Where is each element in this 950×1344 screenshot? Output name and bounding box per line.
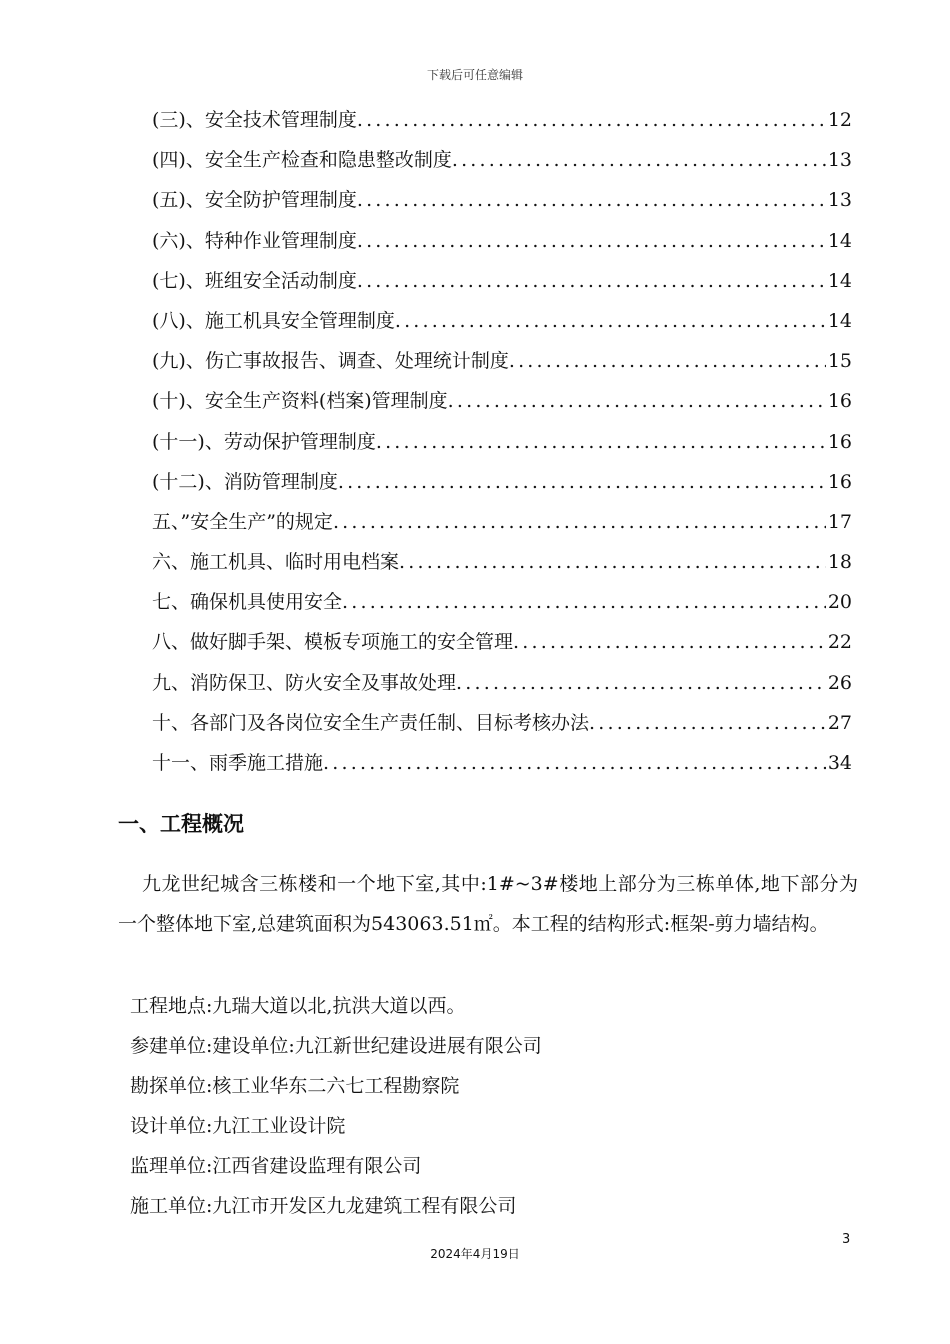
page-footer-date: 2024年4月19日 <box>430 1247 520 1261</box>
toc-entry-title: (十二)、消防管理制度 <box>152 470 338 493</box>
page-number: 3 <box>842 1232 851 1247</box>
toc-entry-page: 16 <box>827 470 852 493</box>
toc-entry[interactable] <box>152 225 852 265</box>
toc-leader-dots <box>342 586 826 618</box>
toc-leader-dots <box>376 426 826 458</box>
toc-leader-dots <box>399 546 826 578</box>
toc-entry-title: (七)、班组安全活动制度 <box>152 269 357 292</box>
toc-entry[interactable] <box>152 184 852 224</box>
toc-entry[interactable] <box>152 586 852 626</box>
toc-entry[interactable] <box>152 466 852 506</box>
section-heading: 一、工程概况 <box>118 812 244 836</box>
overview-paragraph: 九龙世纪城含三栋楼和一个地下室,其中:1#~3#楼地上部分为三栋单体,地下部分为一个整体地下室,总建筑面积为543063.51㎡。本工程的结构形式:框架-剪力墙结构。 <box>118 873 858 935</box>
toc-entry[interactable] <box>152 385 852 425</box>
toc-entry-page: 17 <box>827 510 852 533</box>
toc-entry-page: 13 <box>827 189 852 212</box>
toc-entry-title: (十)、安全生产资料(档案)管理制度 <box>152 390 448 413</box>
toc-entry-title: 十一、雨季施工措施 <box>152 752 324 774</box>
toc-entry[interactable] <box>152 626 852 666</box>
toc-leader-dots <box>357 225 826 257</box>
toc-leader-dots <box>357 104 826 136</box>
toc-entry-title: 七、确保机具使用安全 <box>152 591 343 614</box>
toc-entry-page: 18 <box>827 551 852 574</box>
toc-entry[interactable] <box>152 707 852 747</box>
toc-entry-page: 12 <box>827 109 852 131</box>
toc-leader-dots <box>589 707 826 739</box>
info-line-construction: 施工单位:九江市开发区九龙建筑工程有限公司 <box>130 1195 517 1217</box>
toc-entry[interactable] <box>152 747 852 787</box>
toc-entry-page: 14 <box>827 269 852 292</box>
toc-entry-page: 20 <box>827 591 852 614</box>
toc-leader-dots <box>513 626 826 658</box>
toc-entry[interactable] <box>152 265 852 305</box>
toc-entry-page: 22 <box>827 631 852 654</box>
toc-entry-page: 26 <box>827 671 852 694</box>
toc-entry-page: 15 <box>827 350 852 373</box>
toc-leader-dots <box>452 144 826 176</box>
toc-entry-title: 九、消防保卫、防火安全及事故处理 <box>152 671 457 694</box>
page-header: 下载后可任意编辑 <box>426 68 523 82</box>
toc-entry[interactable] <box>152 305 852 345</box>
toc-leader-dots <box>456 667 826 699</box>
toc-entry[interactable] <box>152 546 852 586</box>
info-line-location: 工程地点:九瑞大道以北,抗洪大道以西。 <box>130 995 466 1017</box>
toc-entry[interactable] <box>152 104 852 144</box>
table-of-contents <box>152 104 852 787</box>
toc-entry-title: 八、做好脚手架、模板专项施工的安全管理 <box>152 631 514 654</box>
toc-entry-title: 六、施工机具、临时用电档案 <box>152 551 400 574</box>
toc-entry-page: 27 <box>827 711 852 734</box>
toc-entry[interactable] <box>152 506 852 546</box>
info-line-supervision: 监理单位:江西省建设监理有限公司 <box>130 1155 422 1177</box>
toc-entry-title: 十、各部门及各岗位安全生产责任制、目标考核办法 <box>152 711 590 734</box>
toc-entry[interactable] <box>152 345 852 385</box>
toc-entry-title: (四)、安全生产检查和隐患整改制度 <box>152 149 452 172</box>
info-line-survey: 勘探单位:核工业华东二六七工程勘察院 <box>130 1075 460 1097</box>
toc-leader-dots <box>448 385 826 417</box>
toc-leader-dots <box>333 506 826 538</box>
toc-entry-page: 14 <box>827 229 852 252</box>
toc-entry-title: (九)、伤亡事故报告、调查、处理统计制度 <box>152 350 509 373</box>
toc-entry-page: 16 <box>827 430 852 453</box>
toc-entry-page: 16 <box>827 390 852 413</box>
info-line-design: 设计单位:九江工业设计院 <box>130 1115 346 1137</box>
toc-entry-title: (五)、安全防护管理制度 <box>152 189 357 212</box>
toc-entry-page: 34 <box>827 752 852 774</box>
toc-leader-dots <box>338 466 826 498</box>
toc-entry[interactable] <box>152 667 852 707</box>
toc-entry-title: (三)、安全技术管理制度 <box>152 109 357 131</box>
toc-entry[interactable] <box>152 426 852 466</box>
toc-leader-dots <box>357 184 826 216</box>
toc-entry-page: 13 <box>827 149 852 172</box>
toc-leader-dots <box>509 345 826 377</box>
toc-entry-title: (十一)、劳动保护管理制度 <box>152 430 376 453</box>
toc-entry-page: 14 <box>827 309 852 332</box>
toc-entry-title: 五、”安全生产”的规定 <box>152 510 333 533</box>
toc-leader-dots <box>323 747 826 779</box>
toc-entry-title: (六)、特种作业管理制度 <box>152 229 357 252</box>
info-line-participants: 参建单位:建设单位:九江新世纪建设进展有限公司 <box>130 1035 542 1057</box>
toc-entry-title: (八)、施工机具安全管理制度 <box>152 309 395 332</box>
toc-entry[interactable] <box>152 144 852 184</box>
toc-leader-dots <box>357 265 826 297</box>
toc-leader-dots <box>395 305 826 337</box>
